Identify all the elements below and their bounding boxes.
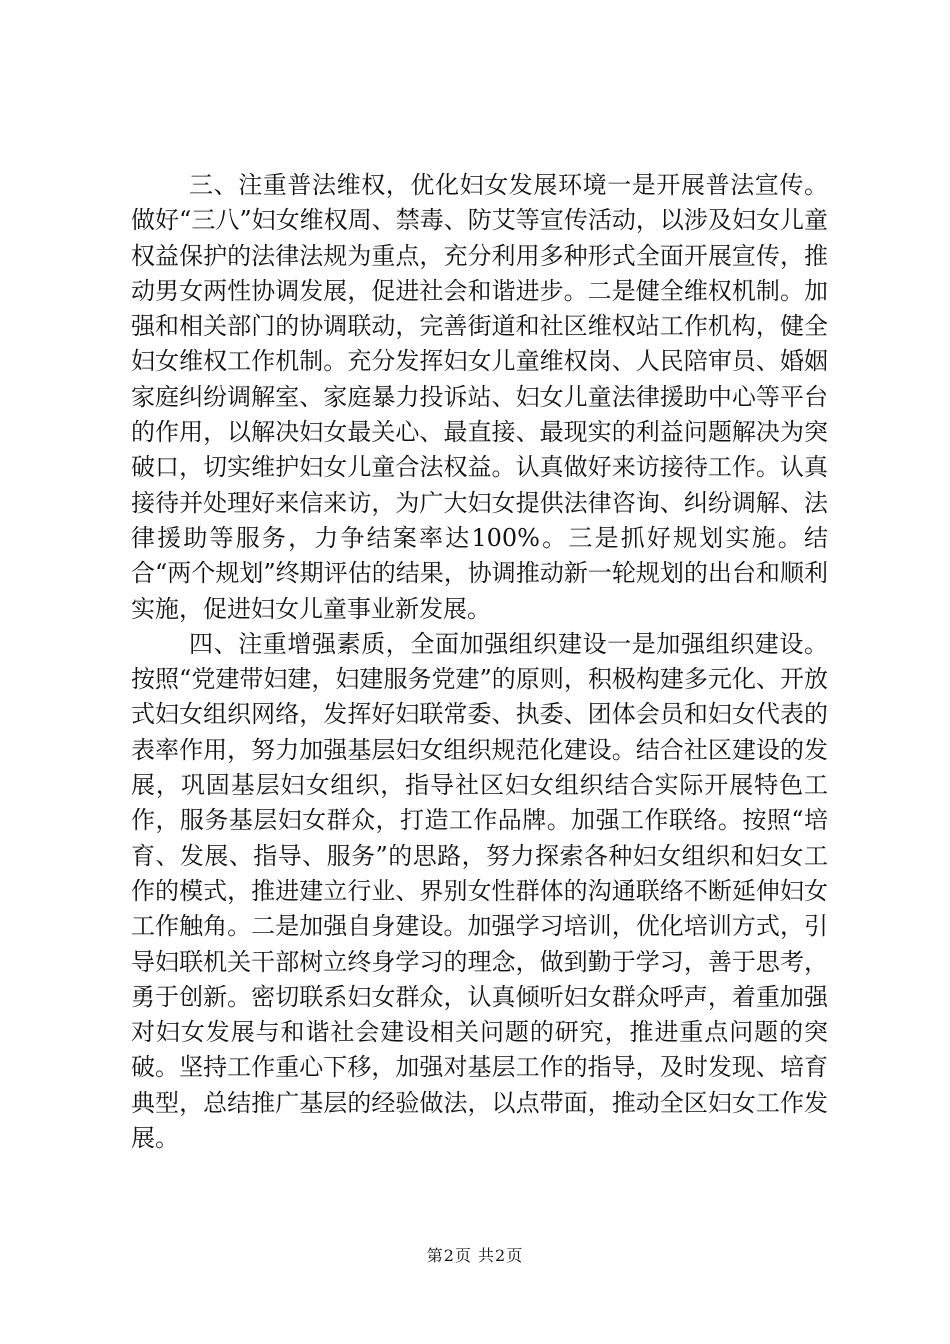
page-number-footer: 第2页 共2页 — [426, 1246, 524, 1265]
paragraph-section-three: 三、注重普法维权，优化妇女发展环境一是开展普法宣传。做好“三八”妇女维权周、禁毒、防艾等宣传活动，以涉及妇女儿童权益保护的法律法规为重点，充分利用多种形式全面开展宣传，推动男女两性协调发展，促进社会和谐进步。二是健全维权机制。加强和相关部门的协调联动，完善街道和社区维权站工作机构，健全妇女维权工作机制。充分发挥妇女儿童维权岗、人民陪审员、婚姻家庭纠纷调解室、家庭暴力投诉站、妇女儿童法律援助中心等平台的作用，以解决妇女最关心、最直接、最现实的利益问题解决为突破口，切实维护妇女儿童合法权益。认真做好来访接待工作。认真接待并处理好来信来访，为广大妇女提供法律咨询、纠纷调解、法律援助等服务，力争结案率达100%。三是抓好规划实施。结合“两个规划”终期评估的结果，协调推动新一轮规划的出台和顺利实施，促进妇女儿童事业新发展。 — [131, 171, 828, 623]
document-body — [131, 168, 828, 1156]
paragraph-section-four: 四、注重增强素质，全面加强组织建设一是加强组织建设。按照“党建带妇建，妇建服务党建”的原则，积极构建多元化、开放式妇女组织网络，发挥好妇联常委、执委、团体会员和妇女代表的表率作用，努力加强基层妇女组织规范化建设。结合社区建设的发展，巩固基层妇女组织，指导社区妇女组织结合实际开展特色工作，服务基层妇女群众，打造工作品牌。加强工作联络。按照“培育、发展、指导、服务”的思路，努力探索各种妇女组织和妇女工作的模式，推进建立行业、界别女性群体的沟通联络不断延伸妇女工作触角。二是加强自身建设。加强学习培训，优化培训方式，引导妇联机关干部树立终身学习的理念，做到勤于学习，善于思考，勇于创新。密切联系妇女群众，认真倾听妇女群众呼声，着重加强对妇女发展与和谐社会建设相关问题的研究，推进重点问题的突破。坚持工作重心下移，加强对基层工作的指导，及时发现、培育典型，总结推广基层的经验做法，以点带面，推动全区妇女工作发展。 — [131, 629, 828, 1153]
